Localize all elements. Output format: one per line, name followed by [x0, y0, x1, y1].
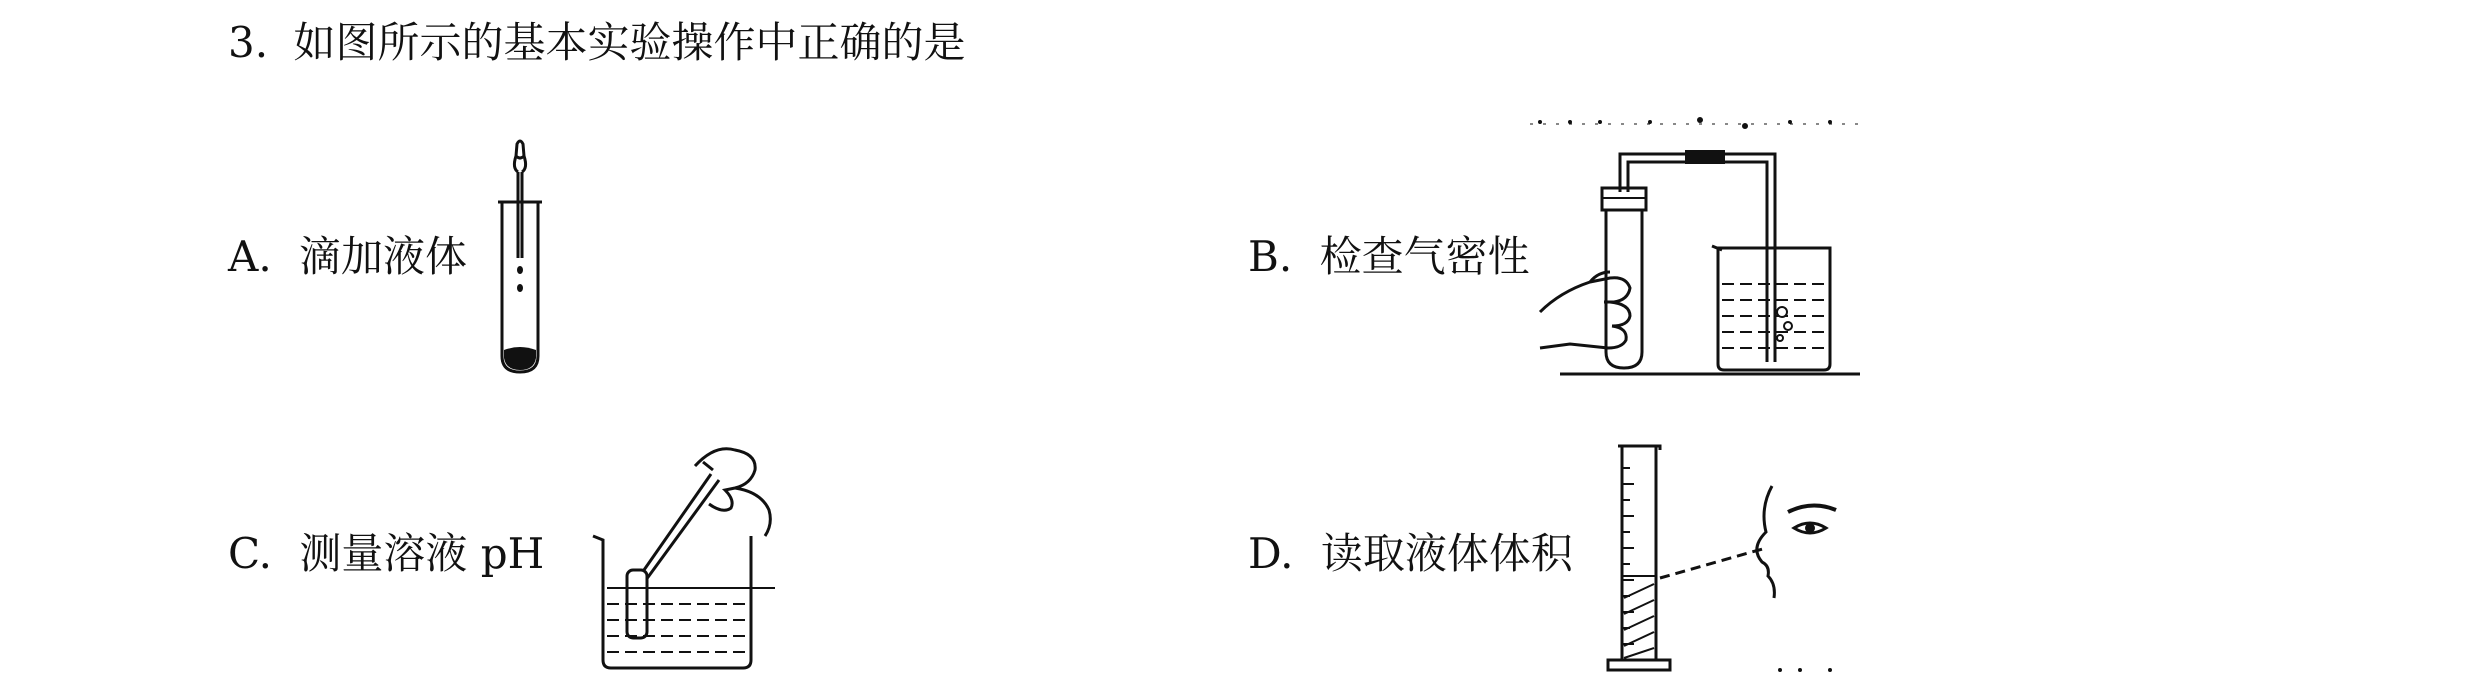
- airtightness-check-apparatus-illustration: [1530, 112, 1870, 382]
- option-c[interactable]: [228, 529, 545, 578]
- option-d-text: 读取液体体积: [1320, 529, 1573, 578]
- option-a-letter: A.: [228, 232, 272, 281]
- option-c-text: 测量溶液 pH: [299, 529, 545, 578]
- option-a[interactable]: [228, 232, 468, 281]
- option-b-letter: B.: [1248, 232, 1293, 281]
- graduated-cylinder-reading-illustration: [1600, 438, 1860, 678]
- option-b-text: 检查气密性: [1319, 232, 1530, 281]
- question-text: 如图所示的基本实验操作中正确的是: [293, 18, 966, 67]
- question-stem: [228, 18, 966, 67]
- dropper-in-test-tube-illustration: [490, 138, 550, 378]
- question-number: 3.: [228, 18, 269, 67]
- option-d[interactable]: [1248, 529, 1573, 578]
- option-b[interactable]: [1248, 232, 1530, 281]
- option-a-text: 滴加液体: [299, 232, 468, 281]
- ph-test-in-beaker-illustration: [585, 440, 795, 676]
- option-d-letter: D.: [1248, 529, 1294, 578]
- option-c-letter: C.: [228, 529, 272, 578]
